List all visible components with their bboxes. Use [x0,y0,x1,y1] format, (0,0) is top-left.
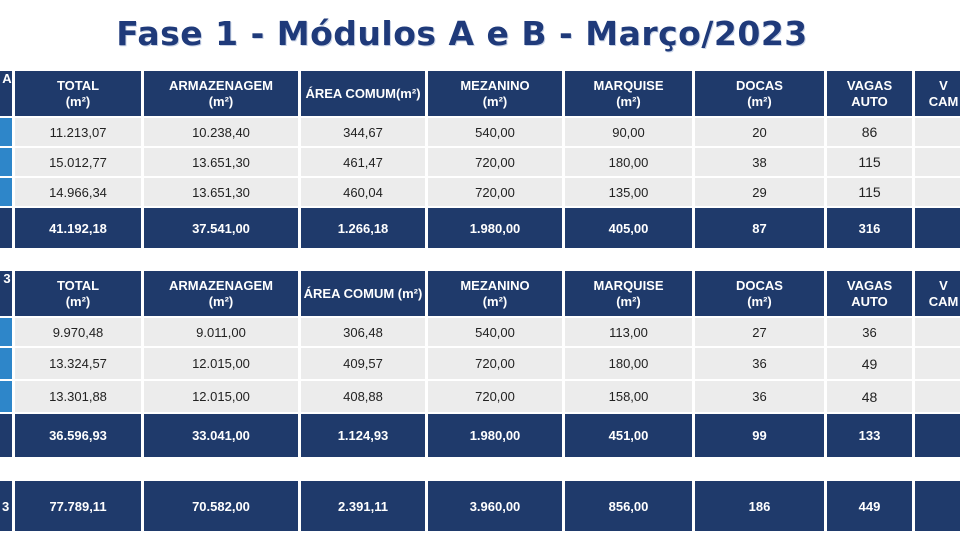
table-cell: 12.015,00 [144,348,298,379]
grand-total-cell: 449 [827,481,912,531]
table-cell: 36 [827,318,912,346]
grand-total-cell: 856,00 [565,481,692,531]
header-marquise: MARQUISE (m²) [565,71,692,116]
total-cell: 36.596,93 [15,414,141,457]
table-cell: 9.970,48 [15,318,141,346]
table-modulo-a [0,71,960,248]
table-cell: 11.213,07 [15,118,141,146]
total-cell: 99 [695,414,824,457]
row-marker [0,381,12,412]
total-cell: 451,00 [565,414,692,457]
grand-total-cell [915,481,960,531]
total-cell: 1.980,00 [428,208,562,248]
header-armazenagem: ARMAZENAGEM (m²) [144,271,298,316]
total-row-edge [0,414,12,457]
header-area-comum: ÁREA COMUM (m²) [301,271,425,316]
grand-total-cell: 70.582,00 [144,481,298,531]
table-cell: 36 [695,348,824,379]
header-total: TOTAL (m²) [15,71,141,116]
table-cell: 344,67 [301,118,425,146]
total-cell: 316 [827,208,912,248]
table-cell: 20 [695,118,824,146]
table-a-edge-header: A [0,71,12,116]
table-cell: 720,00 [428,348,562,379]
table-b-edge-header: 3 [0,271,12,316]
row-marker [0,118,12,146]
table-cell: 48 [827,381,912,412]
table-cell: 115 [827,148,912,176]
table-cell: 12.015,00 [144,381,298,412]
table-cell: 86 [827,118,912,146]
table-cell [915,118,960,146]
row-marker [0,318,12,346]
header-mezanino: MEZANINO (m²) [428,71,562,116]
total-cell: 1.124,93 [301,414,425,457]
total-cell: 37.541,00 [144,208,298,248]
row-marker [0,148,12,176]
table-cell: 135,00 [565,178,692,206]
header-vagas-auto: VAGAS AUTO [827,71,912,116]
grand-total-cell: 3.960,00 [428,481,562,531]
table-cell: 13.651,30 [144,148,298,176]
table-cell: 540,00 [428,318,562,346]
header-total: TOTAL (m²) [15,271,141,316]
header-armazenagem: ARMAZENAGEM (m²) [144,71,298,116]
table-cell: 540,00 [428,118,562,146]
row-marker [0,178,12,206]
total-cell [915,414,960,457]
header-docas: DOCAS (m²) [695,71,824,116]
table-modulo-b [0,271,960,457]
table-cell: 13.301,88 [15,381,141,412]
table-cell: 10.238,40 [144,118,298,146]
table-cell: 13.324,57 [15,348,141,379]
table-cell: 720,00 [428,178,562,206]
grand-total-cell: 2.391,11 [301,481,425,531]
table-cell: 90,00 [565,118,692,146]
total-row-edge [0,208,12,248]
grand-total-edge: 3 [0,481,12,531]
header-area-comum: ÁREA COMUM(m²) [301,71,425,116]
grand-total-row [0,481,960,531]
header-docas: DOCAS (m²) [695,271,824,316]
total-cell: 87 [695,208,824,248]
total-cell: 41.192,18 [15,208,141,248]
table-cell: 408,88 [301,381,425,412]
header-mezanino: MEZANINO (m²) [428,271,562,316]
table-cell: 460,04 [301,178,425,206]
table-cell: 9.011,00 [144,318,298,346]
table-cell: 180,00 [565,348,692,379]
table-cell: 720,00 [428,381,562,412]
total-cell [915,208,960,248]
table-cell [915,381,960,412]
grand-total-cell: 77.789,11 [15,481,141,531]
table-cell [915,148,960,176]
table-cell: 15.012,77 [15,148,141,176]
page-title: Fase 1 - Módulos A e B - Março/2023 [116,14,808,53]
table-cell [915,348,960,379]
table-cell: 180,00 [565,148,692,176]
header-vagas-auto: VAGAS AUTO [827,271,912,316]
table-cell: 38 [695,148,824,176]
table-cell: 115 [827,178,912,206]
grand-total-cell: 186 [695,481,824,531]
table-cell [915,178,960,206]
total-cell: 133 [827,414,912,457]
table-cell: 49 [827,348,912,379]
total-cell: 405,00 [565,208,692,248]
table-cell [915,318,960,346]
table-cell: 14.966,34 [15,178,141,206]
table-cell: 36 [695,381,824,412]
total-cell: 1.266,18 [301,208,425,248]
header-vagas-caminhao: V CAM [915,71,960,116]
table-cell: 461,47 [301,148,425,176]
header-marquise: MARQUISE (m²) [565,271,692,316]
total-cell: 1.980,00 [428,414,562,457]
total-cell: 33.041,00 [144,414,298,457]
table-cell: 158,00 [565,381,692,412]
table-cell: 13.651,30 [144,178,298,206]
table-cell: 720,00 [428,148,562,176]
table-cell: 113,00 [565,318,692,346]
table-cell: 306,48 [301,318,425,346]
table-cell: 409,57 [301,348,425,379]
row-marker [0,348,12,379]
table-cell: 29 [695,178,824,206]
table-cell: 27 [695,318,824,346]
header-vagas-caminhao: V CAM [915,271,960,316]
